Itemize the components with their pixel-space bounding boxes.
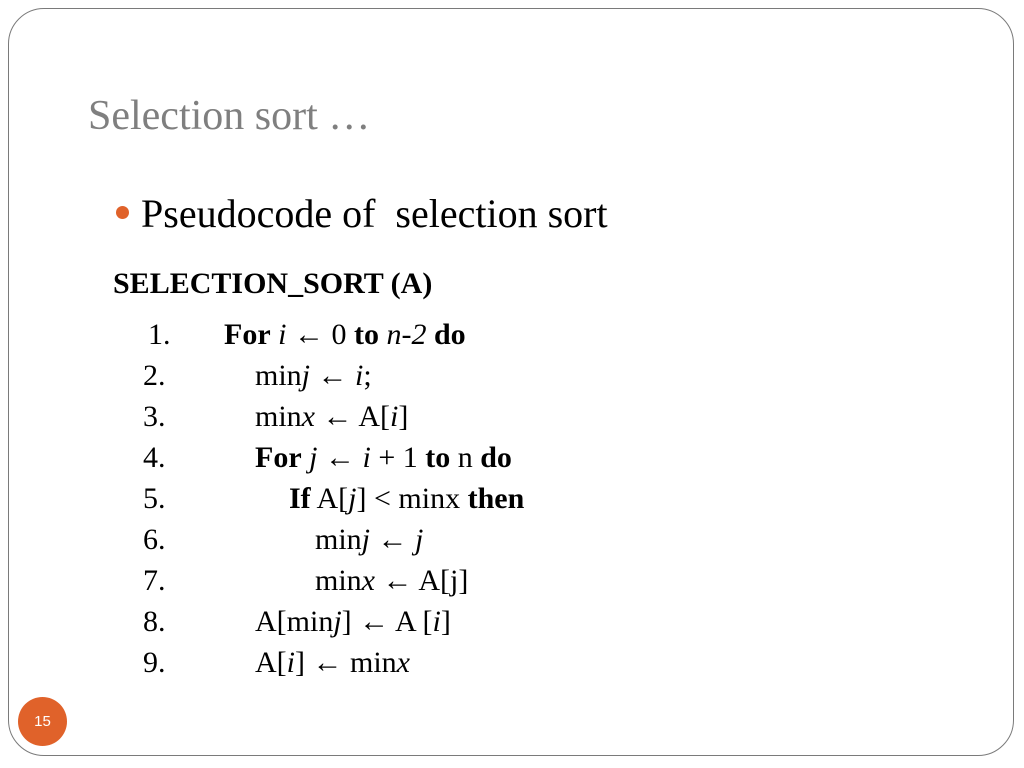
keyword: then xyxy=(467,482,525,515)
variable: n-2 xyxy=(386,318,427,351)
code-text: n xyxy=(450,441,481,474)
keyword: For xyxy=(224,318,271,351)
line-number: 6. xyxy=(143,523,166,556)
code-text: ] xyxy=(440,605,451,638)
line-number: 2. xyxy=(143,359,166,392)
variable: j xyxy=(333,605,342,638)
line-number: 7. xyxy=(143,564,166,597)
line-code xyxy=(255,646,410,680)
page-number-badge: 15 xyxy=(18,697,67,746)
line-code xyxy=(224,318,466,352)
keyword: do xyxy=(480,441,512,474)
variable: i xyxy=(432,605,441,638)
keyword: to xyxy=(353,318,379,351)
line-code xyxy=(315,564,468,598)
code-text: min xyxy=(315,564,362,597)
code-text: ; xyxy=(363,359,372,392)
line-number: 9. xyxy=(143,646,166,679)
line-number: 8. xyxy=(143,605,166,638)
variable: i xyxy=(286,646,295,679)
code-text: ] ← A [ xyxy=(341,605,433,638)
variable: x xyxy=(361,564,375,597)
keyword: For xyxy=(255,441,302,474)
variable: x xyxy=(396,646,410,679)
slide-title: Selection sort … xyxy=(88,93,371,139)
code-text: ] ← min xyxy=(295,646,397,679)
line-code xyxy=(315,523,423,557)
bullet-item xyxy=(116,190,608,237)
code-text: + 1 xyxy=(370,441,426,474)
keyword: to xyxy=(425,441,451,474)
line-code xyxy=(255,359,372,393)
line-number: 1. xyxy=(148,318,171,351)
variable: x xyxy=(301,400,315,433)
line-code xyxy=(255,605,451,639)
line-number: 4. xyxy=(143,441,166,474)
variable: i xyxy=(362,441,371,474)
variable: j xyxy=(415,523,424,556)
line-code xyxy=(255,400,408,434)
code-text xyxy=(426,318,434,351)
code-text: ← xyxy=(310,359,356,392)
bullet-dot-icon xyxy=(116,206,129,219)
code-text: A[ xyxy=(310,482,349,515)
code-text: ] < minx xyxy=(356,482,468,515)
variable: j xyxy=(361,523,371,556)
variable: j xyxy=(309,441,318,474)
code-text: A[min xyxy=(255,605,334,638)
variable: i xyxy=(390,400,399,433)
keyword: If xyxy=(289,482,311,515)
bullet-text: Pseudocode of selection sort xyxy=(141,191,608,236)
keyword: do xyxy=(433,318,466,351)
line-code xyxy=(289,482,524,516)
variable: j xyxy=(348,482,357,515)
line-code xyxy=(255,441,512,475)
code-text: ← A[j] xyxy=(375,564,469,597)
variable: j xyxy=(301,359,311,392)
code-text: min xyxy=(255,400,302,433)
variable: i xyxy=(355,359,364,392)
code-text: ] xyxy=(398,400,409,433)
line-number: 5. xyxy=(143,482,166,515)
line-number: 3. xyxy=(143,400,166,433)
code-text: A[ xyxy=(255,646,287,679)
code-text: min xyxy=(315,523,362,556)
code-text: ← 0 xyxy=(286,318,354,351)
code-text: ← A[ xyxy=(315,400,390,433)
variable: i xyxy=(278,318,287,351)
function-header: SELECTION_SORT (A) xyxy=(113,267,433,300)
code-text: ← xyxy=(317,441,363,474)
code-text: min xyxy=(255,359,302,392)
code-text: ← xyxy=(370,523,416,556)
